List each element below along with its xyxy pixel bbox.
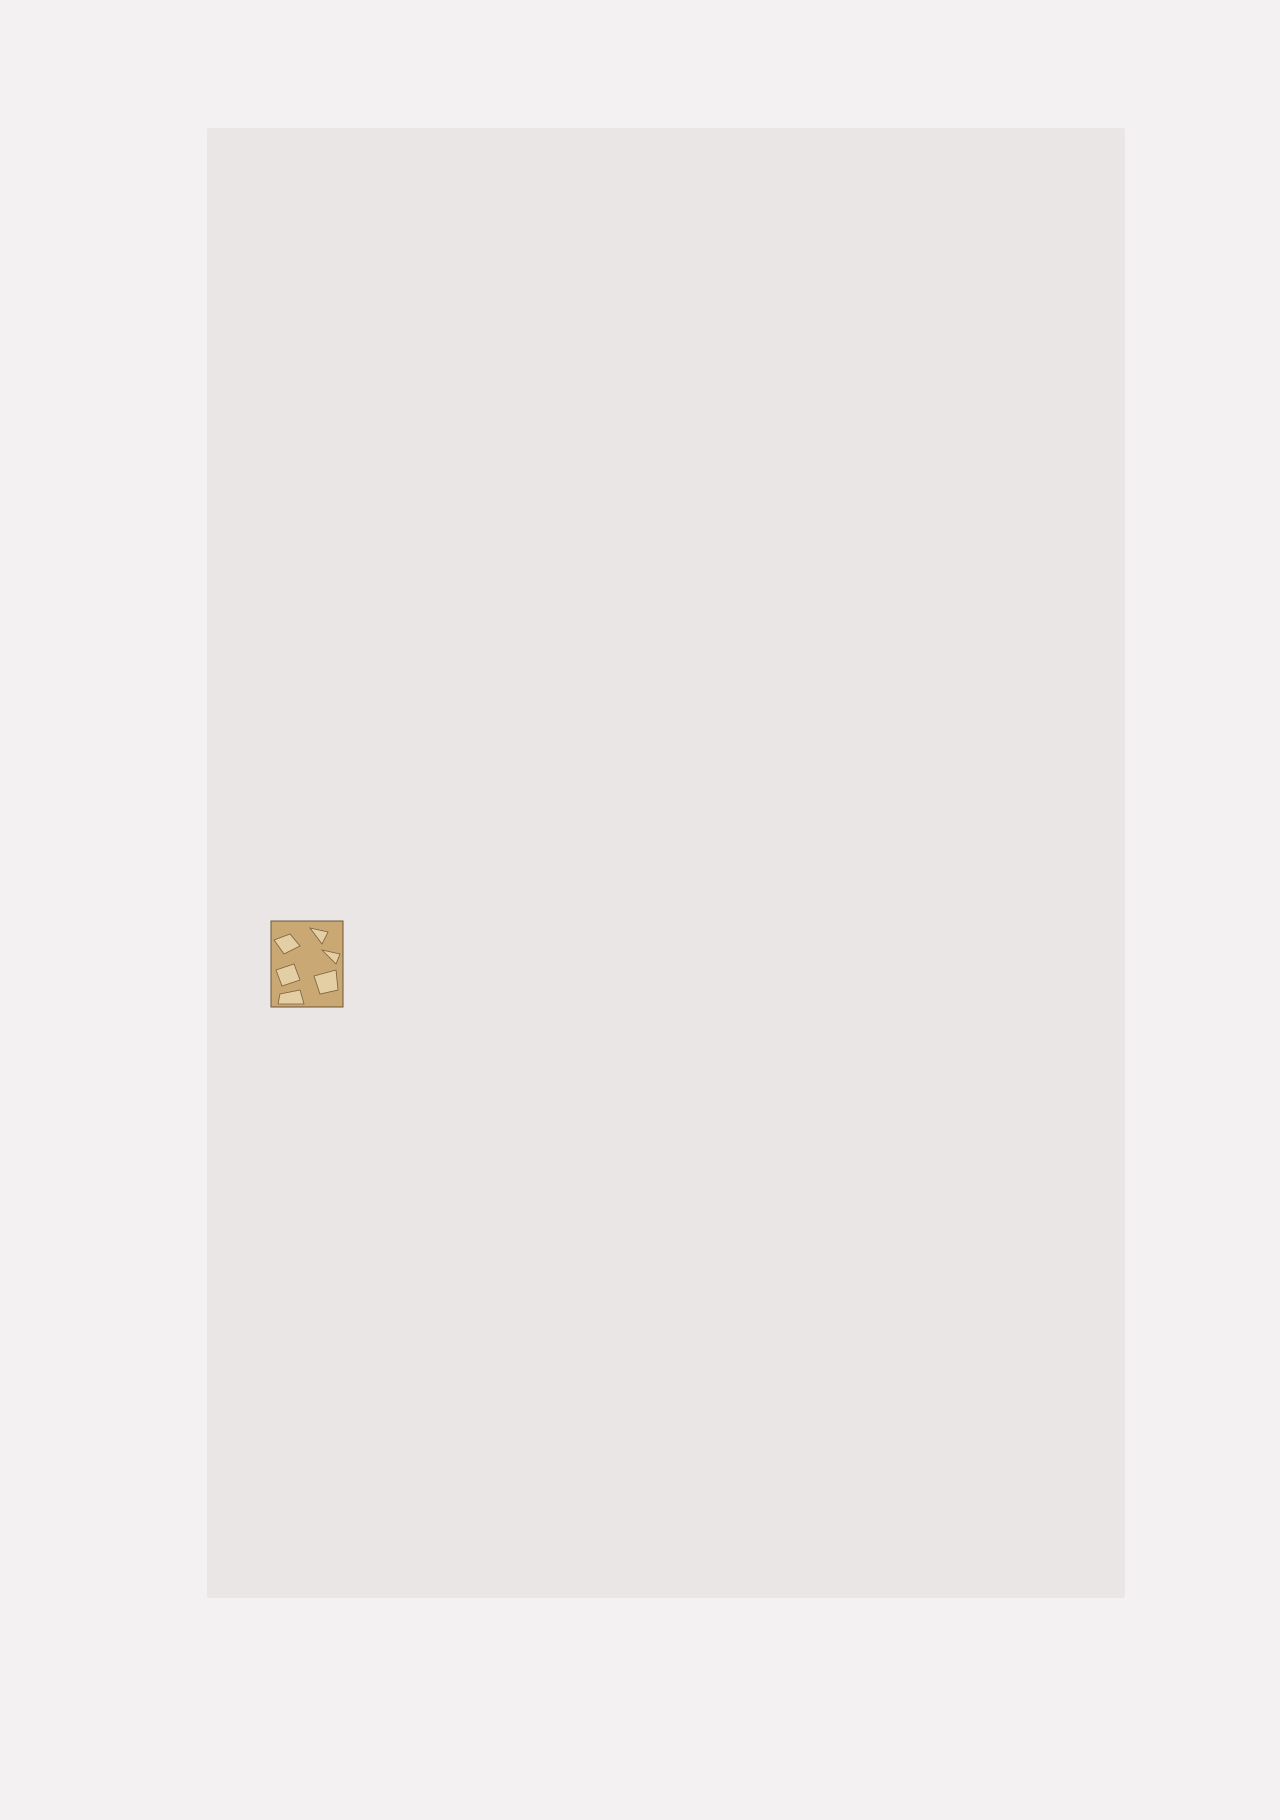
left-column-section (270, 916, 632, 1010)
dropcap (270, 920, 344, 1008)
middle-ornament-border (638, 215, 694, 1525)
top-ornament-border (218, 134, 1114, 198)
bottom-ornament-border (212, 1538, 1118, 1602)
right-ornament-border (1072, 220, 1128, 1520)
left-ornament-border (212, 220, 268, 1520)
dropcap-letter (270, 920, 344, 1000)
